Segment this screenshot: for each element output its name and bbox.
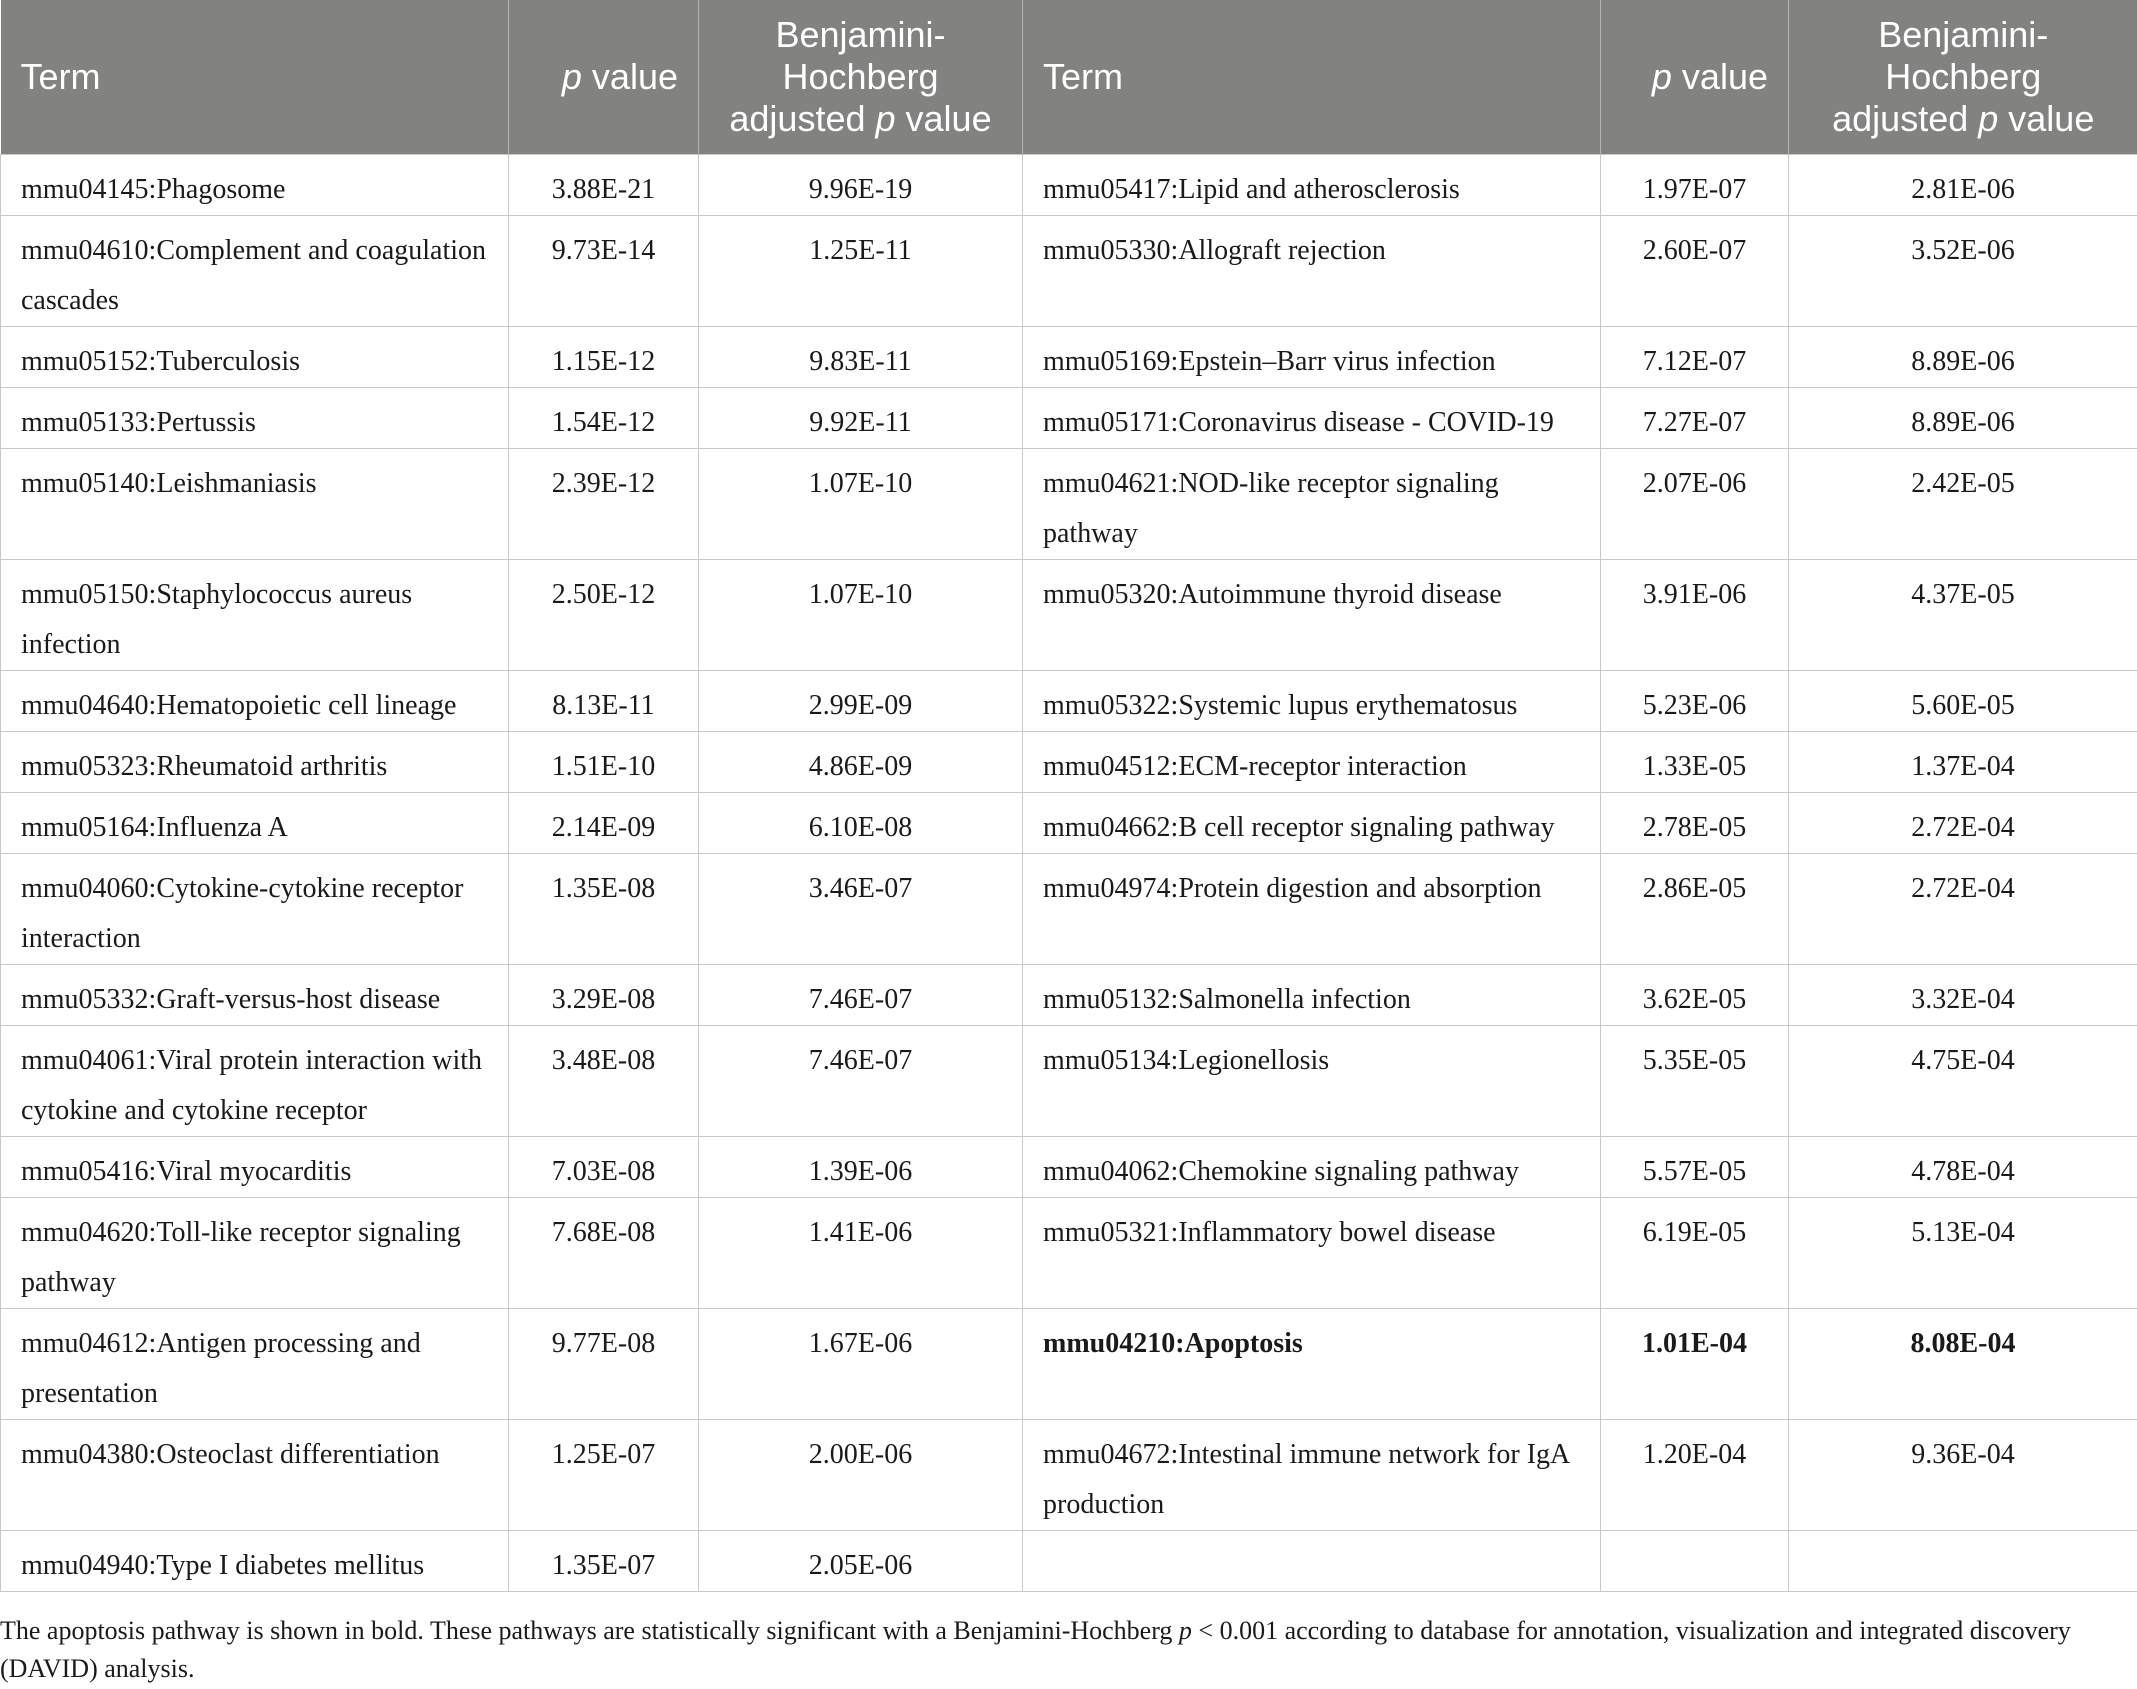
right-p-value: 2.78E-05 — [1601, 792, 1789, 853]
right-bh-value: 1.37E-04 — [1789, 731, 2137, 792]
right-p-value: 2.86E-05 — [1601, 853, 1789, 964]
right-term: mmu04974:Protein digestion and absorption — [1023, 853, 1601, 964]
left-p-value: 1.15E-12 — [509, 326, 699, 387]
right-term-empty — [1023, 1530, 1601, 1591]
left-term: mmu04620:Toll-like receptor signaling pathway — [1, 1197, 509, 1308]
table-row — [1, 1419, 2137, 1530]
table-row — [1, 326, 2137, 387]
left-p-value: 7.03E-08 — [509, 1136, 699, 1197]
left-bh-value: 2.00E-06 — [699, 1419, 1023, 1530]
left-bh-value: 9.96E-19 — [699, 154, 1023, 215]
left-p-value: 3.88E-21 — [509, 154, 699, 215]
right-bh-value: 4.75E-04 — [1789, 1025, 2137, 1136]
left-term: mmu05140:Leishmaniasis — [1, 448, 509, 559]
left-p-value: 1.35E-08 — [509, 853, 699, 964]
right-p-value: 3.62E-05 — [1601, 964, 1789, 1025]
left-p-value: 9.77E-08 — [509, 1308, 699, 1419]
right-term: mmu05171:Coronavirus disease - COVID-19 — [1023, 387, 1601, 448]
left-term: mmu04640:Hematopoietic cell lineage — [1, 670, 509, 731]
left-term: mmu04612:Antigen processing and presentation — [1, 1308, 509, 1419]
header-p-value-left: p value — [509, 0, 699, 154]
left-p-value: 1.54E-12 — [509, 387, 699, 448]
left-bh-value: 1.39E-06 — [699, 1136, 1023, 1197]
right-bh-value: 8.89E-06 — [1789, 326, 2137, 387]
right-bh-value-empty — [1789, 1530, 2137, 1591]
right-bh-value: 4.78E-04 — [1789, 1136, 2137, 1197]
right-bh-value: 2.81E-06 — [1789, 154, 2137, 215]
left-term: mmu05416:Viral myocarditis — [1, 1136, 509, 1197]
right-bh-value: 4.37E-05 — [1789, 559, 2137, 670]
right-bh-value: 2.72E-04 — [1789, 792, 2137, 853]
left-p-value: 3.29E-08 — [509, 964, 699, 1025]
footnote-text-part1: The apoptosis pathway is shown in bold. These pathways are statistically significant with a Benjamini-Hochberg — [0, 1616, 1179, 1645]
left-bh-value: 9.92E-11 — [699, 387, 1023, 448]
right-p-value-apoptosis: 1.01E-04 — [1601, 1308, 1789, 1419]
table-row — [1, 387, 2137, 448]
table-row — [1, 1308, 2137, 1419]
footnote-text-part2: < 0.001 according to database for annotation, visualization and integrated discovery (DAVID) analysis. — [0, 1616, 2071, 1683]
right-term: mmu05321:Inflammatory bowel disease — [1023, 1197, 1601, 1308]
right-term: mmu05169:Epstein–Barr virus infection — [1023, 326, 1601, 387]
footnote-p-italic: p — [1178, 1616, 1192, 1645]
table-row — [1, 853, 2137, 964]
table-row — [1, 559, 2137, 670]
left-bh-value: 1.07E-10 — [699, 559, 1023, 670]
left-term: mmu05164:Influenza A — [1, 792, 509, 853]
right-p-value: 7.12E-07 — [1601, 326, 1789, 387]
table-row — [1, 1136, 2137, 1197]
right-term: mmu04621:NOD-like receptor signaling pathway — [1023, 448, 1601, 559]
left-bh-value: 3.46E-07 — [699, 853, 1023, 964]
right-term: mmu05322:Systemic lupus erythematosus — [1023, 670, 1601, 731]
right-bh-value: 3.32E-04 — [1789, 964, 2137, 1025]
left-p-value: 1.25E-07 — [509, 1419, 699, 1530]
left-bh-value: 7.46E-07 — [699, 964, 1023, 1025]
table-body — [1, 154, 2137, 1591]
table-row — [1, 1530, 2137, 1591]
left-bh-value: 1.25E-11 — [699, 215, 1023, 326]
left-term: mmu04610:Complement and coagulation cascades — [1, 215, 509, 326]
right-p-value: 6.19E-05 — [1601, 1197, 1789, 1308]
left-term: mmu04060:Cytokine-cytokine receptor interaction — [1, 853, 509, 964]
table-row — [1, 154, 2137, 215]
right-p-value: 1.97E-07 — [1601, 154, 1789, 215]
right-p-value-empty — [1601, 1530, 1789, 1591]
right-p-value: 1.33E-05 — [1601, 731, 1789, 792]
table-row — [1, 448, 2137, 559]
right-term: mmu04662:B cell receptor signaling pathway — [1023, 792, 1601, 853]
left-p-value: 2.14E-09 — [509, 792, 699, 853]
table-row — [1, 731, 2137, 792]
table-row — [1, 215, 2137, 326]
right-bh-value: 2.42E-05 — [1789, 448, 2137, 559]
header-term-right: Term — [1023, 0, 1601, 154]
table-row — [1, 1197, 2137, 1308]
left-p-value: 2.39E-12 — [509, 448, 699, 559]
left-term: mmu04145:Phagosome — [1, 154, 509, 215]
header-bh-adjusted-left: Benjamini- Hochberg adjusted p value — [699, 0, 1023, 154]
right-term: mmu04062:Chemokine signaling pathway — [1023, 1136, 1601, 1197]
left-bh-value: 2.99E-09 — [699, 670, 1023, 731]
left-bh-value: 4.86E-09 — [699, 731, 1023, 792]
right-bh-value: 8.89E-06 — [1789, 387, 2137, 448]
left-term: mmu04940:Type I diabetes mellitus — [1, 1530, 509, 1591]
right-term: mmu05132:Salmonella infection — [1023, 964, 1601, 1025]
left-bh-value: 6.10E-08 — [699, 792, 1023, 853]
right-p-value: 2.60E-07 — [1601, 215, 1789, 326]
right-bh-value: 5.60E-05 — [1789, 670, 2137, 731]
left-bh-value: 1.07E-10 — [699, 448, 1023, 559]
left-term: mmu05332:Graft-versus-host disease — [1, 964, 509, 1025]
table-header — [1, 0, 2137, 154]
left-bh-value: 9.83E-11 — [699, 326, 1023, 387]
right-term: mmu04512:ECM-receptor interaction — [1023, 731, 1601, 792]
right-bh-value: 5.13E-04 — [1789, 1197, 2137, 1308]
right-bh-value: 2.72E-04 — [1789, 853, 2137, 964]
table-footnote — [0, 1612, 2120, 1688]
left-p-value: 1.51E-10 — [509, 731, 699, 792]
left-bh-value: 1.41E-06 — [699, 1197, 1023, 1308]
right-p-value: 3.91E-06 — [1601, 559, 1789, 670]
left-bh-value: 7.46E-07 — [699, 1025, 1023, 1136]
right-bh-value: 9.36E-04 — [1789, 1419, 2137, 1530]
header-term-left: Term — [1, 0, 509, 154]
left-term: mmu04380:Osteoclast differentiation — [1, 1419, 509, 1530]
right-p-value: 7.27E-07 — [1601, 387, 1789, 448]
left-p-value: 2.50E-12 — [509, 559, 699, 670]
table-row — [1, 670, 2137, 731]
right-term: mmu05320:Autoimmune thyroid disease — [1023, 559, 1601, 670]
left-p-value: 8.13E-11 — [509, 670, 699, 731]
right-p-value: 5.57E-05 — [1601, 1136, 1789, 1197]
left-bh-value: 2.05E-06 — [699, 1530, 1023, 1591]
header-bh-adjusted-right: Benjamini- Hochberg adjusted p value — [1789, 0, 2137, 154]
left-p-value: 3.48E-08 — [509, 1025, 699, 1136]
right-p-value: 2.07E-06 — [1601, 448, 1789, 559]
left-p-value: 1.35E-07 — [509, 1530, 699, 1591]
right-term: mmu05134:Legionellosis — [1023, 1025, 1601, 1136]
right-term: mmu04672:Intestinal immune network for IgA production — [1023, 1419, 1601, 1530]
left-term: mmu05133:Pertussis — [1, 387, 509, 448]
table-row — [1, 1025, 2137, 1136]
right-term-apoptosis: mmu04210:Apoptosis — [1023, 1308, 1601, 1419]
right-bh-value: 3.52E-06 — [1789, 215, 2137, 326]
left-p-value: 7.68E-08 — [509, 1197, 699, 1308]
left-term: mmu05152:Tuberculosis — [1, 326, 509, 387]
table-row — [1, 964, 2137, 1025]
right-p-value: 5.35E-05 — [1601, 1025, 1789, 1136]
table-row — [1, 792, 2137, 853]
left-term: mmu05323:Rheumatoid arthritis — [1, 731, 509, 792]
header-p-value-right: p value — [1601, 0, 1789, 154]
right-term: mmu05330:Allograft rejection — [1023, 215, 1601, 326]
left-p-value: 9.73E-14 — [509, 215, 699, 326]
left-bh-value: 1.67E-06 — [699, 1308, 1023, 1419]
right-bh-value-apoptosis: 8.08E-04 — [1789, 1308, 2137, 1419]
right-term: mmu05417:Lipid and atherosclerosis — [1023, 154, 1601, 215]
left-term: mmu04061:Viral protein interaction with cytokine and cytokine receptor — [1, 1025, 509, 1136]
left-term: mmu05150:Staphylococcus aureus infection — [1, 559, 509, 670]
right-p-value: 5.23E-06 — [1601, 670, 1789, 731]
right-p-value: 1.20E-04 — [1601, 1419, 1789, 1530]
